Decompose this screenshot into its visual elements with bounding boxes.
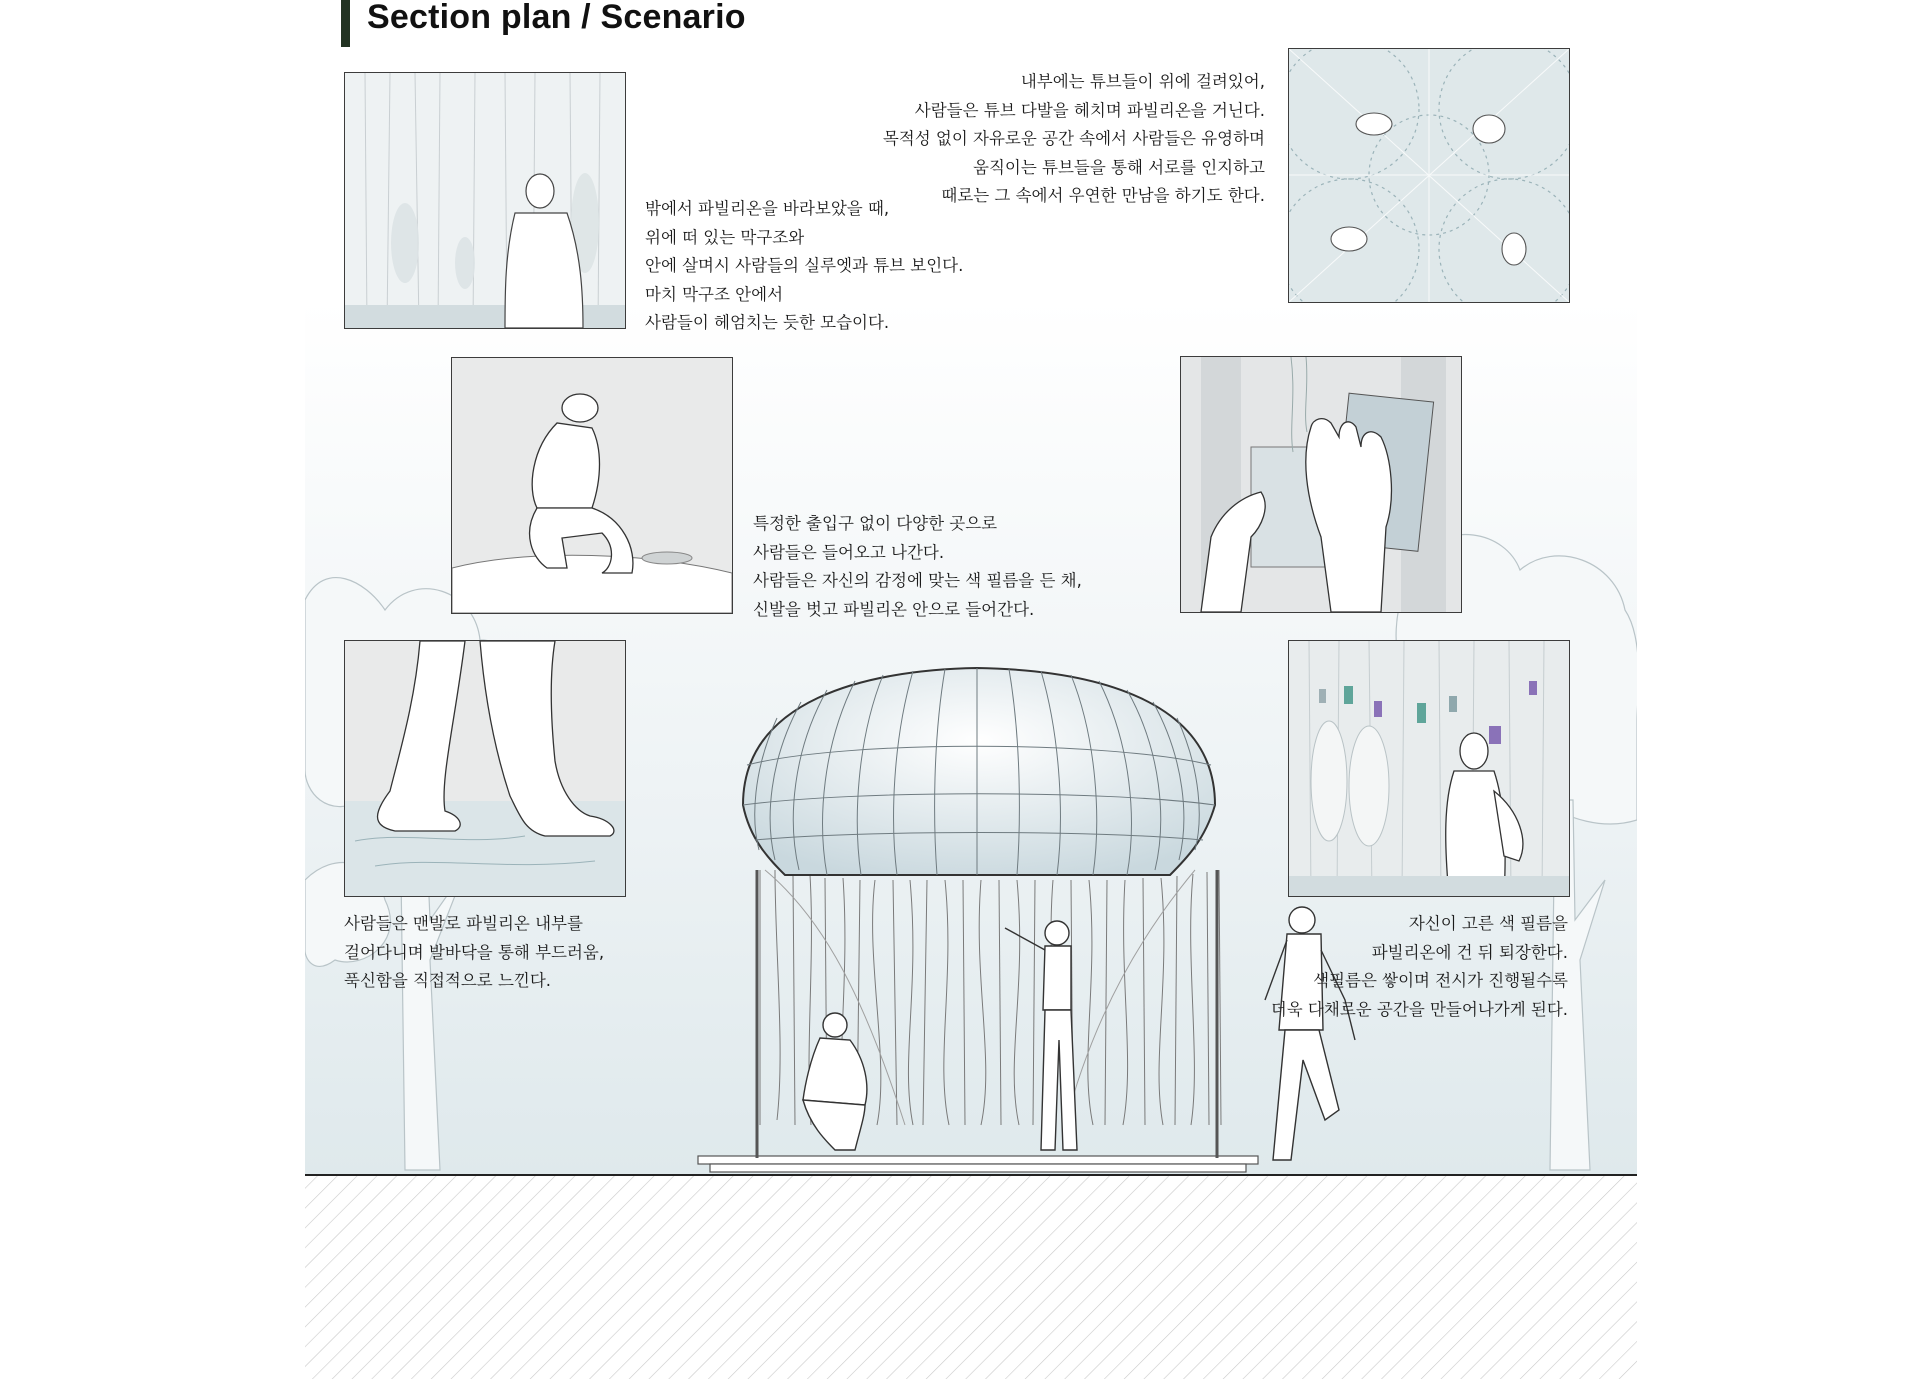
caption-line: 목적성 없이 자유로운 공간 속에서 사람들은 유영하며	[882, 129, 1265, 148]
caption-color-film	[1185, 910, 1568, 1024]
page-title: Section plan / Scenario	[367, 0, 746, 36]
caption-line: 사람들은 맨발로 파빌리온 내부를	[344, 914, 583, 933]
image-top-view	[1288, 48, 1570, 303]
caption-line: 사람들은 자신의 감정에 맞는 색 필름을 든 채,	[753, 571, 1082, 590]
caption-line: 걸어다니며 발바닥을 통해 부드러움,	[344, 942, 605, 962]
caption-entrance	[753, 510, 1082, 624]
caption-line: 내부에는 튜브들이 위에 걸려있어,	[1020, 72, 1265, 91]
image-hands-color-film	[1180, 356, 1462, 613]
caption-barefoot	[344, 910, 604, 996]
caption-line: 때로는 그 속에서 우연한 만남을 하기도 한다.	[941, 186, 1265, 205]
caption-line: 사람들이 헤엄치는 듯한 모습이다.	[645, 313, 890, 332]
title-accent-bar	[341, 0, 350, 47]
caption-line: 안에 살며시 사람들의 실루엣과 튜브 보인다.	[645, 256, 964, 275]
caption-outside-view	[645, 195, 963, 338]
image-hanging-films	[1288, 640, 1570, 897]
section-plan-board	[305, 0, 1637, 1379]
caption-line: 밖에서 파빌리온을 바라보았을 때,	[645, 199, 890, 218]
image-barefoot-walking	[344, 640, 626, 897]
caption-line: 마치 막구조 안에서	[645, 284, 784, 304]
caption-line: 신발을 벗고 파빌리온 안으로 들어간다.	[753, 599, 1035, 619]
caption-line: 파빌리온에 건 뒤 퇴장한다.	[1371, 942, 1568, 962]
caption-line: 색필름은 쌓이며 전시가 진행될수록	[1313, 971, 1568, 990]
caption-line: 자신이 고른 색 필름을	[1408, 914, 1568, 933]
membrane-dome	[743, 668, 1215, 875]
caption-inside-tubes	[835, 68, 1265, 211]
caption-line: 움직이는 튜브들을 통해 서로를 인지하고	[973, 157, 1265, 177]
image-outside-view	[344, 72, 626, 329]
caption-line: 푹신함을 직접적으로 느낀다.	[344, 971, 552, 990]
caption-line: 특정한 출입구 없이 다양한 곳으로	[753, 514, 998, 533]
caption-line: 사람들은 튜브 다발을 헤치며 파빌리온을 거닌다.	[914, 100, 1265, 120]
caption-line: 위에 떠 있는 막구조와	[645, 227, 805, 247]
image-crouching-person	[451, 357, 733, 614]
caption-line: 사람들은 들어오고 나간다.	[753, 542, 945, 562]
caption-line: 더욱 다채로운 공간을 만들어나가게 된다.	[1270, 999, 1568, 1019]
